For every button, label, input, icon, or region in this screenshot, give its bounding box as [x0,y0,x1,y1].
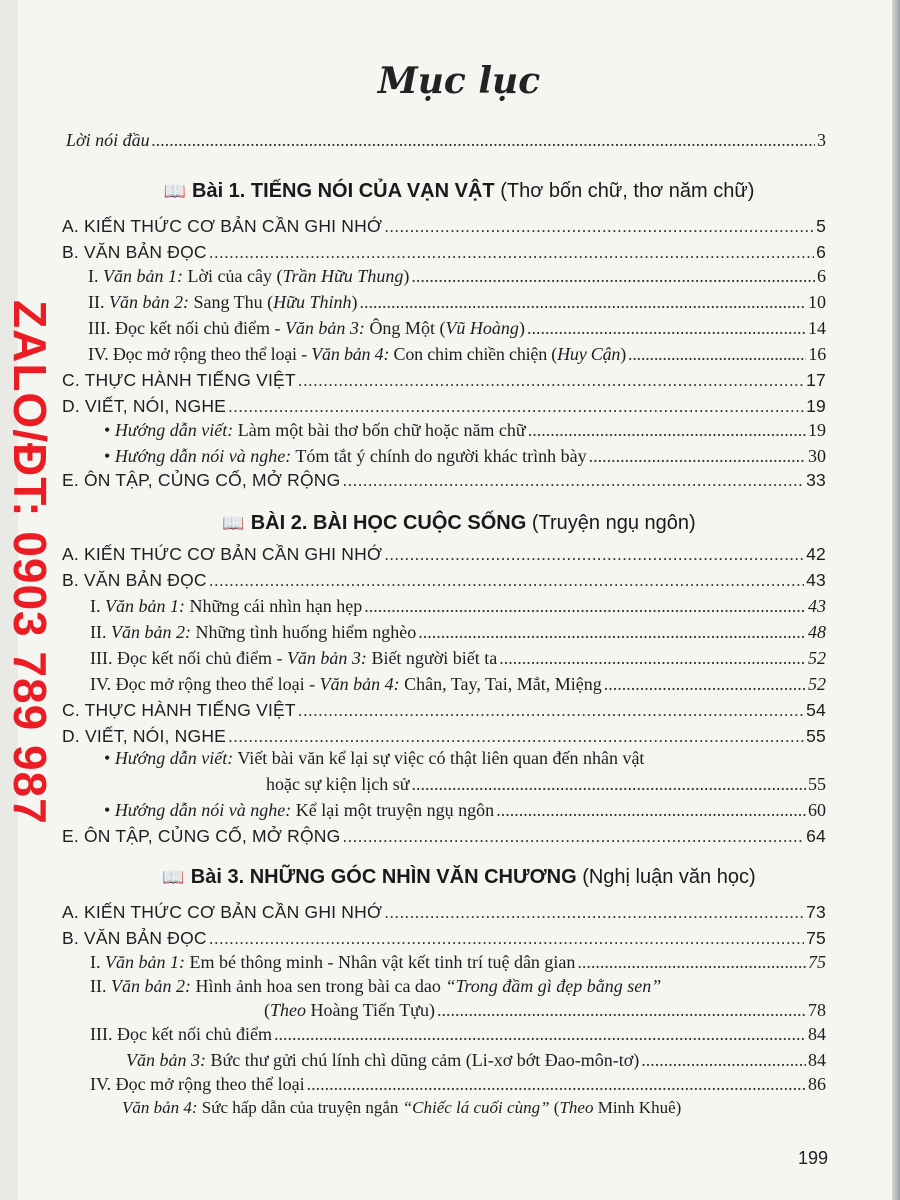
toc-entry-label: Văn bản 2: [111,976,191,996]
toc-entry-label: Lời nói đầu [66,130,150,150]
toc-entry-label: E. ÔN TẬP, CỦNG CỐ, MỞ RỘNG [62,826,341,846]
toc-entry-label: IV. Đọc mở rộng theo thể loại - Văn bản 4: Chân, Tay, Tai, Mắt, Miệng [90,674,602,694]
chapter-title: BÀI 2. BÀI HỌC CUỘC SỐNG [250,512,527,534]
toc-page-number: 10 [808,292,826,312]
toc-entry [62,928,826,949]
toc-page-number: 16 [808,344,826,364]
page-edge [892,0,900,1200]
toc-page-number: 55 [808,774,826,794]
leader-dots [228,726,804,747]
toc-entry-label: ( [549,1098,560,1117]
leader-dots [499,648,806,669]
toc-entry-label: II. Văn bản 2: Những tình huống hiểm nghèo [90,622,417,642]
toc-entry [62,370,826,391]
toc-entry [266,774,826,795]
toc-page-number: 42 [806,544,826,564]
leader-dots [209,570,804,591]
toc-entry-label: II. Văn bản 2: Sang Thu (Hữu Thỉnh) [88,292,358,312]
leader-dots [209,928,804,949]
leader-dots [384,544,804,565]
book-icon: 📖 [163,181,186,201]
leader-dots [604,674,806,695]
toc-entry-label: A. KIẾN THỨC CƠ BẢN CẦN GHI NHỚ [62,902,383,922]
book-icon: 📖 [222,513,245,533]
toc-entry [104,800,826,821]
leader-dots [228,396,804,417]
leader-dots [152,130,815,151]
toc-entry-label: IV. Đọc mở rộng theo thể loại [90,1074,305,1094]
leader-dots [411,774,806,795]
leader-dots [364,596,806,617]
toc-page-number: 19 [808,420,826,440]
contact-watermark: ZALO/ĐT: 0903 789 987 [4,300,56,825]
toc-entry [90,596,826,617]
toc-entry [88,318,826,339]
toc-entry-label: “Chiếc lá cuối cùng” [402,1098,550,1117]
toc-entry [90,674,826,695]
toc-entry-label: III. Đọc kết nối chủ điểm - Văn bản 3: Ông Một (Vũ Hoàng) [88,318,525,338]
book-icon: 📖 [162,867,185,887]
toc-entry [62,396,826,417]
toc-entry-label: IV. Đọc mở rộng theo thể loại - Văn bản 4: Con chim chiền chiện (Huy Cận) [88,344,627,364]
toc-entry [88,344,826,365]
toc-entry [62,544,826,565]
toc-entry-label: I. Văn bản 1: Em bé thông minh - Nhân vật kết tinh trí tuệ dân gian [90,952,576,972]
toc-page-number: 86 [808,1074,826,1094]
chapter-heading-2 [18,512,900,535]
leader-dots [209,242,814,263]
toc-entry [90,648,826,669]
toc-page-number: 60 [808,800,826,820]
leader-dots [274,1024,806,1045]
chapter-heading-3 [18,866,900,889]
leader-dots [411,266,815,287]
toc-entry-label: • Hướng dẫn viết: [104,748,233,768]
toc-page-number: 75 [806,928,826,948]
chapter-subtitle: (Nghị luận văn học) [576,866,756,888]
toc-entry-label: I. Văn bản 1: Lời của cây (Trần Hữu Thung) [88,266,410,286]
toc-entry-label: C. THỰC HÀNH TIẾNG VIỆT [62,700,296,720]
toc-entry [90,622,826,643]
toc-entry [62,216,826,237]
toc-entry-label: I. Văn bản 1: Những cái nhìn hạn hẹp [90,596,363,616]
toc-page-number: 43 [806,570,826,590]
toc-entry [62,570,826,591]
toc-entry-label: A. KIẾN THỨC CƠ BẢN CẦN GHI NHỚ [62,216,383,236]
toc-page-number: 84 [808,1050,826,1070]
page-title: Mục lục [377,60,541,102]
toc-page-number: 6 [817,266,826,286]
toc-entry-label: C. THỰC HÀNH TIẾNG VIỆT [62,370,296,390]
toc-entry [104,420,826,441]
page-number: 199 [797,1148,828,1168]
toc-page-number: 78 [808,1000,826,1020]
toc-page-number: 5 [816,216,826,236]
toc-entry-label: hoặc sự kiện lịch sử [266,774,410,794]
toc-entry-label: B. VĂN BẢN ĐỌC [62,570,207,590]
toc-entry [90,1074,826,1095]
toc-entry-label: • Hướng dẫn nói và nghe: Kể lại một truyện ngụ ngôn [104,800,494,821]
toc-page-number: 33 [806,470,826,490]
toc-entry [62,902,826,923]
toc-entry-preface [66,130,826,151]
toc-entry-label: III. Đọc kết nối chủ điểm [90,1024,272,1044]
toc-entry-label: B. VĂN BẢN ĐỌC [62,242,207,262]
toc-entry-label: III. Đọc kết nối chủ điểm - Văn bản 3: Biết người biết ta [90,648,498,668]
toc-entry-label: B. VĂN BẢN ĐỌC [62,928,207,948]
toc-entry-label: Văn bản 4: [122,1098,198,1117]
chapter-title: Bài 3. NHỮNG GÓC NHÌN VĂN CHƯƠNG [190,866,577,888]
toc-entry [62,242,826,263]
leader-dots [307,1074,806,1095]
leader-dots [418,622,806,643]
leader-dots [360,292,807,313]
toc-entry [104,446,826,467]
toc-page-number: 6 [816,242,826,262]
toc-entry [62,826,826,847]
toc-entry-label: II. [90,976,111,996]
toc-entry-label: Sức hấp dẫn của truyện ngắn [197,1098,403,1117]
leader-dots [384,216,814,237]
book-page [18,0,900,1200]
leader-dots [577,952,806,973]
toc-entry-label: E. ÔN TẬP, CỦNG CỐ, MỞ RỘNG [62,470,341,490]
toc-entry [90,952,826,973]
toc-page-number: 17 [806,370,826,390]
toc-entry [62,726,826,747]
toc-entry-label: (Theo Hoàng Tiến Tựu) [264,1000,435,1020]
leader-dots [628,344,806,365]
toc-page-number: 75 [808,952,826,972]
toc-page-number: 48 [808,622,826,642]
chapter-subtitle: (Thơ bốn chữ, thơ năm chữ) [494,180,755,202]
leader-dots [527,318,806,339]
toc-entry [90,1024,826,1045]
toc-entry [62,470,826,491]
toc-page-number: 52 [808,648,826,668]
toc-entry [264,1000,826,1021]
toc-page-number: 52 [808,674,826,694]
toc-entry-label: Theo [559,1098,594,1117]
leader-dots [384,902,804,923]
toc-entry-label: • Hướng dẫn viết: Làm một bài thơ bốn chữ hoặc năm chữ [104,420,526,441]
leader-dots [342,470,804,491]
toc-entry [88,292,826,313]
toc-entry-label: A. KIẾN THỨC CƠ BẢN CẦN GHI NHỚ [62,544,383,564]
toc-entry [104,748,644,769]
leader-dots [437,1000,806,1021]
toc-entry-label: • Hướng dẫn nói và nghe: Tóm tắt ý chính do người khác trình bày [104,446,587,467]
toc-entry [62,700,826,721]
toc-page-number: 43 [808,596,826,616]
toc-entry-label: D. VIẾT, NÓI, NGHE [62,396,227,416]
toc-page-number: 30 [808,446,826,466]
toc-entry [90,976,661,997]
leader-dots [342,826,804,847]
toc-page-number: 19 [806,396,826,416]
toc-page-number: 84 [808,1024,826,1044]
toc-page-number: 14 [808,318,826,338]
toc-page-number: 73 [806,902,826,922]
toc-page-number: 55 [806,726,826,746]
toc-entry-label: “Trong đầm gì đẹp bằng sen” [445,976,662,996]
leader-dots [528,420,806,441]
toc-entry [126,1050,826,1071]
chapter-subtitle: (Truyện ngụ ngôn) [526,512,696,534]
toc-page-number: 64 [806,826,826,846]
toc-entry-label: D. VIẾT, NÓI, NGHE [62,726,227,746]
toc-entry-label: Viết bài văn kể lại sự việc có thật liên quan đến nhân vật [233,748,645,768]
toc-page-number: 54 [806,700,826,720]
leader-dots [298,370,804,391]
toc-entry-label: Văn bản 3: Bức thư gửi chú lính chì dũng cảm (Li-xơ bớt Đao-môn-tơ) [126,1050,640,1070]
chapter-title: Bài 1. TIẾNG NÓI CỦA VẠN VẬT [192,180,495,202]
chapter-heading-1 [18,180,900,203]
toc-entry [88,266,826,287]
leader-dots [496,800,806,821]
toc-entry-label: Hình ảnh hoa sen trong bài ca dao [191,976,446,996]
leader-dots [589,446,806,467]
toc-page-number: 3 [817,130,826,150]
toc-entry-label: Minh Khuê) [593,1098,682,1117]
leader-dots [298,700,804,721]
toc-entry [122,1098,681,1118]
leader-dots [641,1050,806,1071]
